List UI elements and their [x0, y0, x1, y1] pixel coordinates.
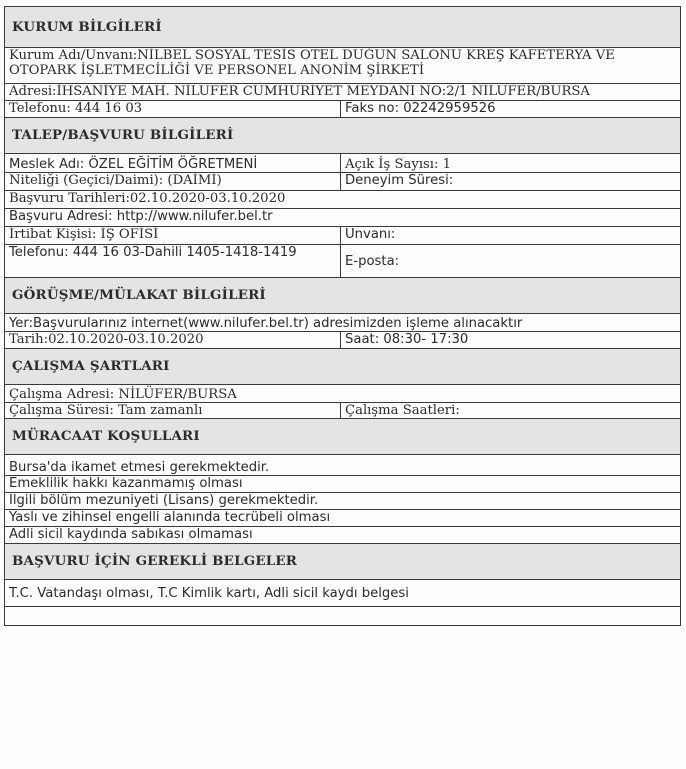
- section-title-kurum: KURUM BİLGİLERİ: [5, 7, 681, 48]
- muracaat-item: Emeklilik hakkı kazanmamış olması: [5, 476, 681, 493]
- muracaat-item: Adli sicil kaydında sabıkası olmaması: [5, 527, 681, 544]
- niteligi: Niteliği (Geçici/Daimi): (DAİMİ): [5, 173, 341, 191]
- acik-is-sayisi: Açık İş Sayısı: 1: [341, 154, 681, 173]
- eposta: E-posta:: [341, 245, 681, 278]
- muracaat-item: İlgili bölüm mezuniyeti (Lisans) gerekmektedir.: [5, 493, 681, 510]
- section-header-kurum: [5, 7, 681, 48]
- calisma-suresi: Çalışma Süresi: Tam zamanlı: [5, 403, 341, 419]
- gorusme-saat: Saat: 08:30- 17:30: [341, 332, 681, 349]
- talep-telefon: Telefonu: 444 16 03-Dahili 1405-1418-1419: [5, 245, 341, 278]
- basvuru-adresi: Başvuru Adresi: http://www.nilufer.bel.tr: [5, 209, 681, 227]
- kurum-adres: Adresi:İHSANİYE MAH. NİLÜFER CUMHURİYET MEYDANI NO:2/1 NİLÜFER/BURSA: [5, 84, 681, 101]
- section-header-talep: [5, 118, 681, 154]
- section-header-gorusme: [5, 278, 681, 314]
- gorusme-yer: Yer:Başvurularınız internet(www.nilufer.bel.tr) adresimizden işleme alınacaktır: [5, 314, 681, 332]
- section-title-muracaat: MÜRACAAT KOŞULLARI: [5, 419, 681, 455]
- section-title-talep: TALEP/BAŞVURU BİLGİLERİ: [5, 118, 681, 154]
- job-posting-form: [4, 6, 681, 626]
- belgeler-item: T.C. Vatandaşı olması, T.C Kimlik kartı, Adli sicil kaydı belgesi: [5, 580, 681, 607]
- muracaat-item: Bursa'da ikamet etmesi gerekmektedir.: [5, 455, 681, 476]
- calisma-saatleri: Çalışma Saatleri:: [341, 403, 681, 419]
- kurum-telefon: Telefonu: 444 16 03: [5, 101, 341, 118]
- section-title-calisma: ÇALIŞMA ŞARTLARI: [5, 349, 681, 385]
- gorusme-tarih: Tarih:02.10.2020-03.10.2020: [5, 332, 341, 349]
- muracaat-item: Yaslı ve zihinsel engelli alanında tecrübeli olması: [5, 510, 681, 527]
- kurum-adi: Kurum Adı/Unvanı:NİLBEL SOSYAL TESİS OTEL DÜĞÜN SALONU KREŞ KAFETERYA VE OTOPARK İŞLETMECİLİĞİ VE PERSONEL ANONİM ŞİRKETİ: [5, 48, 681, 84]
- meslek-adi: Meslek Adı: ÖZEL EĞİTİM ÖĞRETMENİ: [5, 154, 341, 173]
- section-title-belgeler: BAŞVURU İÇİN GEREKLİ BELGELER: [5, 544, 681, 580]
- calisma-adresi: Çalışma Adresi: NİLÜFER/BURSA: [5, 385, 681, 403]
- section-header-belgeler: [5, 544, 681, 580]
- basvuru-tarihleri: Başvuru Tarihleri:02.10.2020-03.10.2020: [5, 191, 681, 209]
- section-header-muracaat: [5, 419, 681, 455]
- deneyim-suresi: Deneyim Süresi:: [341, 173, 681, 191]
- unvani: Unvanı:: [341, 227, 681, 245]
- kurum-faks: Faks no: 02242959526: [341, 101, 681, 118]
- irtibat-kisisi: İrtibat Kişisi: İŞ OFİSİ: [5, 227, 341, 245]
- section-title-gorusme: GÖRÜŞME/MÜLAKAT BİLGİLERİ: [5, 278, 681, 314]
- section-header-calisma: [5, 349, 681, 385]
- belgeler-item-empty: [5, 607, 681, 626]
